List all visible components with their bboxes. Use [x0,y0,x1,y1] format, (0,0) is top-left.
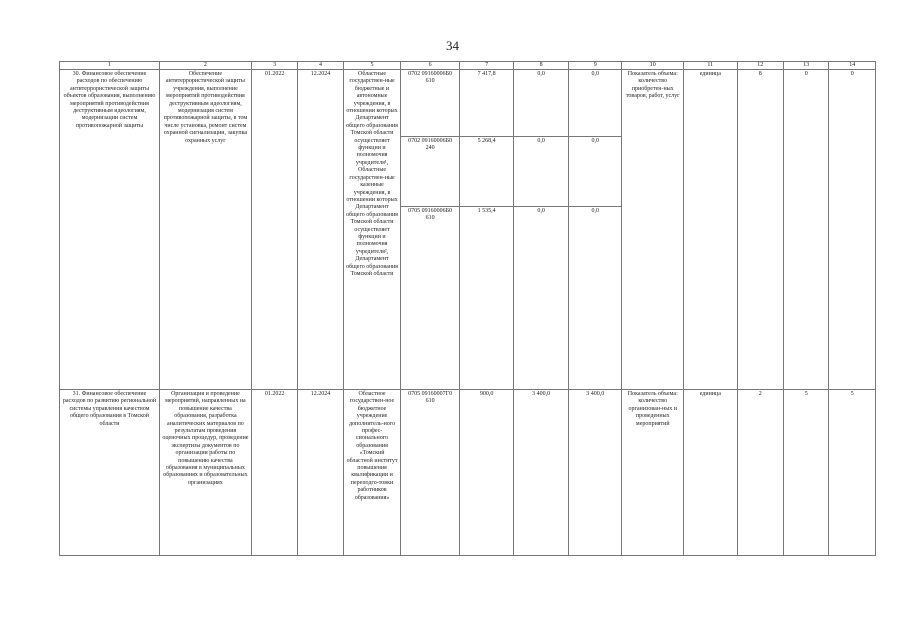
recipient-cell: Областное государствен-ное бюджетное учреждение дополнитель-ного профес-сионального образования «Томский областной институт повышения квалификации и переподго-товки работников образования» [343,390,401,556]
amount-2022-cell: 5 268,4 [459,137,514,207]
activity-cell: Обеспечение антитеррористической защиты учреждения, выполнение мероприятий противодействия деструктивным идеологиям, модернизация систем противопожарной защиты, в том числе установка, ремонт систем охранной сигнализации, закупка охранных услуг [159,70,251,390]
start-date-cell: 01.2022 [251,390,297,556]
column-number-row [60,62,876,70]
budget-code-cell: 0705 09160006Б0 610 [401,207,460,390]
amount-2023-cell: 0,0 [514,70,569,137]
column-header: 2 [159,62,251,70]
event-name-cell: 31. Финансовое обеспечение расходов по развитию региональной системы управления качеством общего образования в Томской области [60,390,160,556]
event-name-cell: 30. Финансовое обеспечение расходов по обеспечению антитеррористической защиты объектов образования, выполнению мероприятий противодействия деструктивным идеологиям, модернизации систем противопожарной защиты [60,70,160,390]
amount-2024-cell: 3 400,0 [568,390,622,556]
end-date-cell: 12.2024 [298,390,343,556]
amount-2024-cell: 0,0 [568,207,622,390]
column-header: 9 [568,62,622,70]
page-number: 34 [446,38,459,53]
end-date-cell: 12.2024 [298,70,343,390]
column-header: 13 [784,62,829,70]
recipient-cell: Областные государствен-ные бюджетные и автономные учреждения, в отношении которых Департамент общего образования Томской области осуществляет функции и полномочия учредителя¹, Областные государствен-ные казенные учреждения, в отношении которых Департамент общего образования Томской области осуществляет функции и полномочия учредителя², Департамент общего образования Томской области [343,70,401,390]
amount-2023-cell: 0,0 [514,207,569,390]
budget-code-cell: 0705 09160007Г0 610 [401,390,460,556]
column-header: 5 [343,62,401,70]
amount-2022-cell: 1 535,4 [459,207,514,390]
indicator-2022-cell: 2 [737,390,783,556]
column-header: 10 [622,62,684,70]
column-header: 6 [401,62,460,70]
column-header: 11 [684,62,738,70]
budget-code-cell: 0702 09160006Б0 610 [401,70,460,137]
indicator-2024-cell: 5 [829,390,876,556]
indicator-cell: Показатель объема: количество организован-ных и проведенных мероприятий [622,390,684,556]
indicator-2024-cell: 0 [829,70,876,390]
unit-cell: единица [684,390,738,556]
column-header: 7 [459,62,514,70]
amount-2023-cell: 3 400,0 [514,390,569,556]
column-header: 14 [829,62,876,70]
indicator-cell: Показатель объема: количество приобретен-ных товаров, работ, услуг [622,70,684,390]
indicator-2023-cell: 0 [784,70,829,390]
table-row [60,390,876,556]
budget-code-cell: 0702 09160006Б0 240 [401,137,460,207]
start-date-cell: 01.2022 [251,70,297,390]
amount-2022-cell: 7 417,8 [459,70,514,137]
amount-2024-cell: 0,0 [568,70,622,137]
column-header: 8 [514,62,569,70]
column-header: 4 [298,62,343,70]
amount-2022-cell: 900,0 [459,390,514,556]
column-header: 12 [737,62,783,70]
program-table [59,61,876,556]
unit-cell: единица [684,70,738,390]
amount-2023-cell: 0,0 [514,137,569,207]
column-header: 1 [60,62,160,70]
table-row [60,70,876,137]
column-header: 3 [251,62,297,70]
activity-cell: Организация и проведение мероприятий, направленных на повышение качества образования, разработка аналитических материалов по результатам проведения оценочных процедур, проведение экспертизы документов по организации работы по повышению качества образования в муниципальных образованиях и образовательных организациях [159,390,251,556]
indicator-2023-cell: 5 [784,390,829,556]
amount-2024-cell: 0,0 [568,137,622,207]
indicator-2022-cell: 8 [737,70,783,390]
